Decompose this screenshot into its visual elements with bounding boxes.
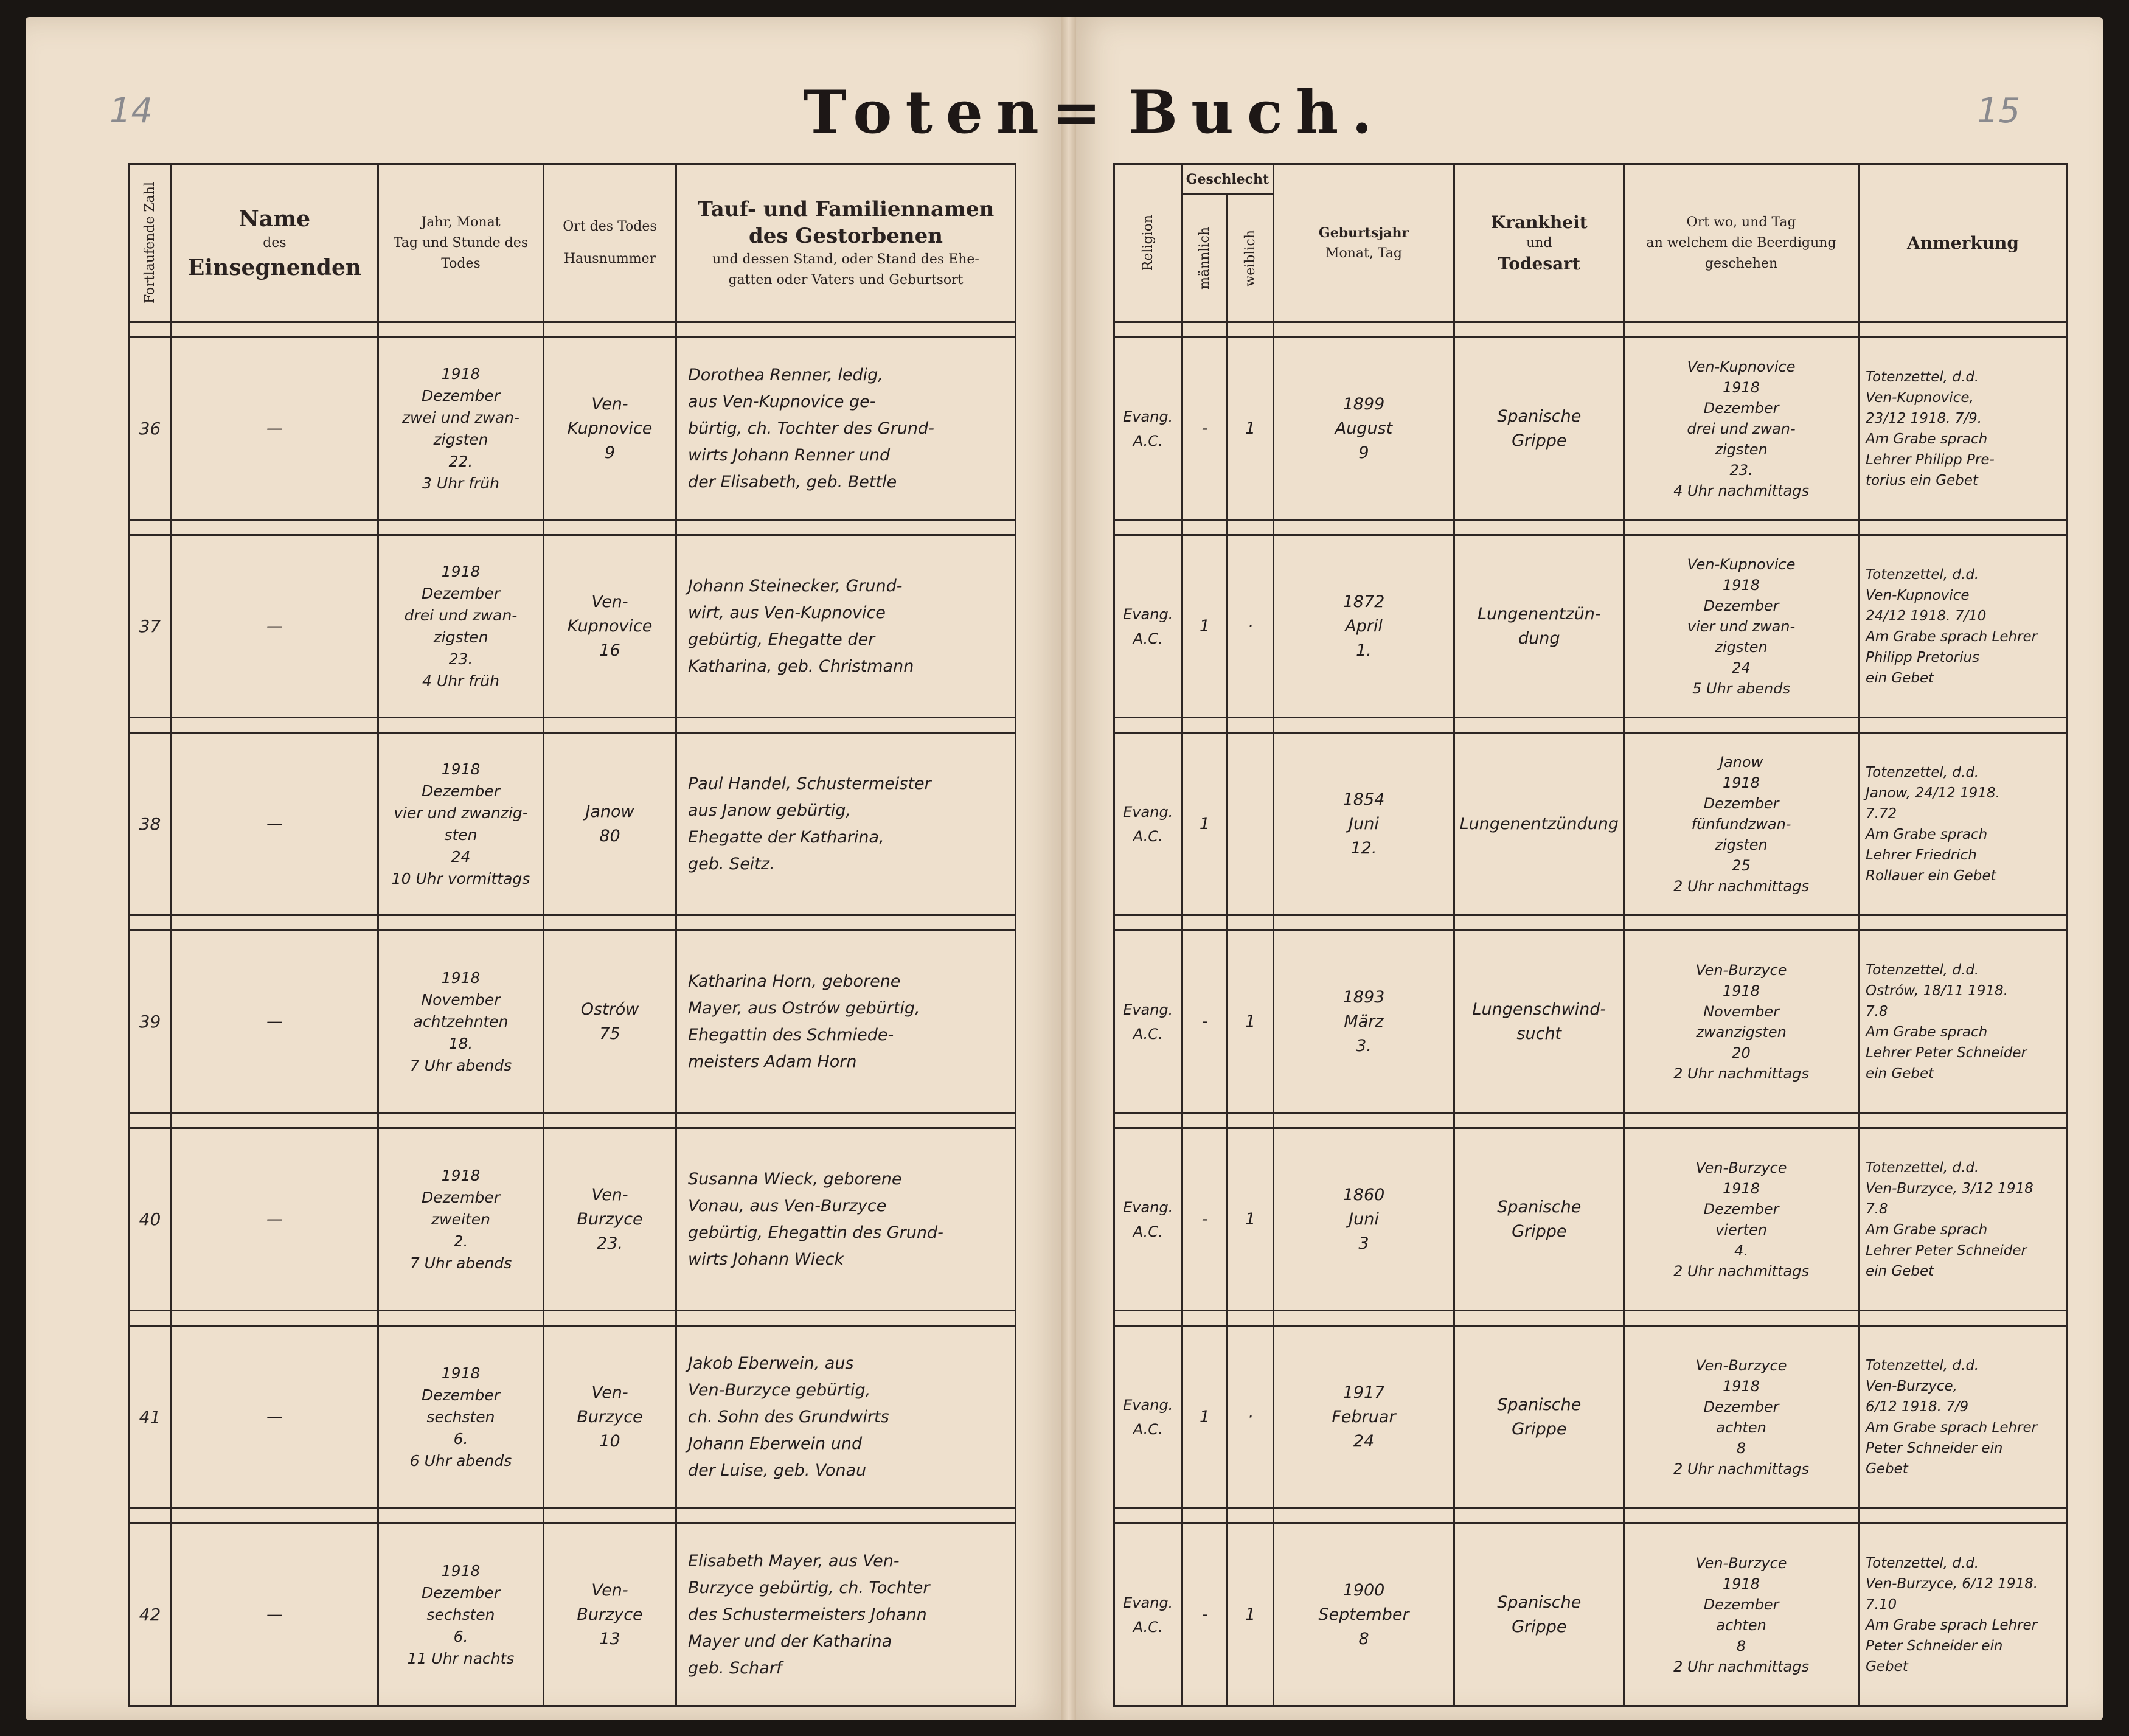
geburt-cell: 1917 Februar 24 (1273, 1326, 1454, 1509)
gestorbener-cell: Paul Handel, Schustermeister aus Janow gebürtig, Ehegatte der Katharina, geb. Seitz. (676, 733, 1016, 915)
weiblich-cell: · (1228, 1326, 1273, 1509)
anmerkung-cell: Totenzettel, d.d. Ven-Burzyce, 6/12 1918. 7.10 Am Grabe sprach Lehrer Peter Schneider ein Gebet (1858, 1524, 2067, 1706)
page-number-right: 15 (1977, 91, 2021, 131)
left-register-table (128, 163, 1016, 1707)
religion-cell: Evang. A.C. (1114, 733, 1182, 915)
todeszeit-cell: 1918 Dezember zwei und zwan- zigsten 22. 3 Uhr früh (378, 338, 544, 520)
anmerkung-cell: Totenzettel, d.d. Ven-Burzyce, 3/12 1918 7.8 Am Grabe sprach Lehrer Peter Schneider ein Gebet (1858, 1128, 2067, 1311)
row-separator (129, 718, 1016, 733)
ort-cell: Ven- Burzyce 23. (544, 1128, 676, 1311)
weiblich-cell (1228, 733, 1273, 915)
todeszeit-cell: 1918 November achtzehnten 18. 7 Uhr abends (378, 931, 544, 1113)
maennlich-cell: 1 (1182, 535, 1228, 718)
gestorbener-cell: Susanna Wieck, geborene Vonau, aus Ven-Burzyce gebürtig, Ehegattin des Grund- wirts Johann Wieck (676, 1128, 1016, 1311)
entry-number: 38 (129, 733, 172, 915)
row-separator (1114, 1509, 2068, 1524)
gestorbener-cell: Dorothea Renner, ledig, aus Ven-Kupnovice ge- bürtig, ch. Tochter des Grund- wirts Johann Renner und der Elisabeth, geb. Bettle (676, 338, 1016, 520)
header-geschlecht: Geschlecht (1182, 164, 1273, 195)
beerdigung-cell: Ven-Burzyce 1918 Dezember achten 8 2 Uhr nachmittags (1624, 1326, 1859, 1509)
krankheit-cell: Spanische Grippe (1454, 1524, 1624, 1706)
weiblich-cell: 1 (1228, 931, 1273, 1113)
header-religion: Religion (1114, 164, 1182, 322)
register-row-left (129, 733, 1016, 915)
row-separator (129, 1113, 1016, 1128)
title-left: Toten= (803, 78, 1115, 147)
entry-number: 39 (129, 931, 172, 1113)
header-geburtsjahr: Geburtsjahr Monat, Tag (1273, 164, 1454, 322)
header-fortlaufende-zahl: Fortlaufende Zahl (129, 164, 172, 322)
anmerkung-cell: Totenzettel, d.d. Ven-Kupnovice 24/12 1918. 7/10 Am Grabe sprach Lehrer Philipp Pretorius ein Gebet (1858, 535, 2067, 718)
header-anmerkung: Anmerkung (1858, 164, 2067, 322)
ort-cell: Ven- Kupnovice 16 (544, 535, 676, 718)
krankheit-cell: Spanische Grippe (1454, 1128, 1624, 1311)
einsegnender-cell: — (172, 1524, 378, 1706)
register-row-left (129, 1128, 1016, 1311)
register-row-left (129, 1524, 1016, 1706)
todeszeit-cell: 1918 Dezember zweiten 2. 7 Uhr abends (378, 1128, 544, 1311)
geburt-cell: 1899 August 9 (1273, 338, 1454, 520)
maennlich-cell: 1 (1182, 1326, 1228, 1509)
beerdigung-cell: Ven-Kupnovice 1918 Dezember vier und zwan- zigsten 24 5 Uhr abends (1624, 535, 1859, 718)
beerdigung-cell: Ven-Burzyce 1918 Dezember vierten 4. 2 Uhr nachmittags (1624, 1128, 1859, 1311)
row-separator (129, 322, 1016, 338)
todeszeit-cell: 1918 Dezember sechsten 6. 6 Uhr abends (378, 1326, 544, 1509)
header-ort: Ort des Todes Hausnummer (544, 164, 676, 322)
gestorbener-cell: Elisabeth Mayer, aus Ven- Burzyce gebürtig, ch. Tochter des Schustermeisters Johann Mayer und der Katharina geb. Scharf (676, 1524, 1016, 1706)
right-register-table (1113, 163, 2068, 1707)
religion-cell: Evang. A.C. (1114, 1128, 1182, 1311)
geburt-cell: 1900 September 8 (1273, 1524, 1454, 1706)
ort-cell: Ostrów 75 (544, 931, 676, 1113)
ort-cell: Ven- Burzyce 10 (544, 1326, 676, 1509)
maennlich-cell: - (1182, 338, 1228, 520)
krankheit-cell: Lungenschwind- sucht (1454, 931, 1624, 1113)
anmerkung-cell: Totenzettel, d.d. Janow, 24/12 1918. 7.72 Am Grabe sprach Lehrer Friedrich Rollauer ein Gebet (1858, 733, 2067, 915)
ort-cell: Janow 80 (544, 733, 676, 915)
todeszeit-cell: 1918 Dezember vier und zwanzig- sten 24 10 Uhr vormittags (378, 733, 544, 915)
religion-cell: Evang. A.C. (1114, 1326, 1182, 1509)
register-row-right (1114, 1128, 2068, 1311)
row-separator (1114, 322, 2068, 338)
anmerkung-cell: Totenzettel, d.d. Ven-Burzyce, 6/12 1918. 7/9 Am Grabe sprach Lehrer Peter Schneider ein Gebet (1858, 1326, 2067, 1509)
krankheit-cell: Spanische Grippe (1454, 1326, 1624, 1509)
register-row-right (1114, 1524, 2068, 1706)
einsegnender-cell: — (172, 1326, 378, 1509)
anmerkung-cell: Totenzettel, d.d. Ven-Kupnovice, 23/12 1918. 7/9. Am Grabe sprach Lehrer Philipp Pre- torius ein Gebet (1858, 338, 2067, 520)
gestorbener-cell: Jakob Eberwein, aus Ven-Burzyce gebürtig, ch. Sohn des Grundwirts Johann Eberwein und der Luise, geb. Vonau (676, 1326, 1016, 1509)
row-separator (1114, 718, 2068, 733)
geburt-cell: 1893 März 3. (1273, 931, 1454, 1113)
header-maennlich: männlich (1182, 195, 1228, 322)
entry-number: 36 (129, 338, 172, 520)
krankheit-cell: Lungenentzün- dung (1454, 535, 1624, 718)
header-name: Name des Einsegnenden (172, 164, 378, 322)
weiblich-cell: 1 (1228, 1128, 1273, 1311)
row-separator (1114, 1113, 2068, 1128)
einsegnender-cell: — (172, 338, 378, 520)
row-separator (129, 1311, 1016, 1326)
row-separator (1114, 1311, 2068, 1326)
weiblich-cell: 1 (1228, 338, 1273, 520)
ort-cell: Ven- Kupnovice 9 (544, 338, 676, 520)
register-row-right (1114, 733, 2068, 915)
row-separator (1114, 520, 2068, 535)
page-number-left: 14 (109, 91, 153, 131)
header-weiblich: weiblich (1228, 195, 1273, 322)
beerdigung-cell: Ven-Burzyce 1918 November zwanzigsten 20 2 Uhr nachmittags (1624, 931, 1859, 1113)
register-row-right (1114, 931, 2068, 1113)
religion-cell: Evang. A.C. (1114, 931, 1182, 1113)
beerdigung-cell: Ven-Burzyce 1918 Dezember achten 8 2 Uhr nachmittags (1624, 1524, 1859, 1706)
todeszeit-cell: 1918 Dezember drei und zwan- zigsten 23. 4 Uhr früh (378, 535, 544, 718)
book-spine (1061, 17, 1076, 1720)
entry-number: 42 (129, 1524, 172, 1706)
anmerkung-cell: Totenzettel, d.d. Ostrów, 18/11 1918. 7.8 Am Grabe sprach Lehrer Peter Schneider ein Gebet (1858, 931, 2067, 1113)
beerdigung-cell: Ven-Kupnovice 1918 Dezember drei und zwan- zigsten 23. 4 Uhr nachmittags (1624, 338, 1859, 520)
row-separator (129, 1509, 1016, 1524)
register-row-right (1114, 338, 2068, 520)
todeszeit-cell: 1918 Dezember sechsten 6. 11 Uhr nachts (378, 1524, 544, 1706)
header-todeszeit: Jahr, Monat Tag und Stunde des Todes (378, 164, 544, 322)
religion-cell: Evang. A.C. (1114, 1524, 1182, 1706)
header-krankheit: Krankheit und Todesart (1454, 164, 1624, 322)
row-separator (1114, 915, 2068, 931)
entry-number: 41 (129, 1326, 172, 1509)
geburt-cell: 1872 April 1. (1273, 535, 1454, 718)
einsegnender-cell: — (172, 1128, 378, 1311)
beerdigung-cell: Janow 1918 Dezember fünfundzwan- zigsten 25 2 Uhr nachmittags (1624, 733, 1859, 915)
ort-cell: Ven- Burzyce 13 (544, 1524, 676, 1706)
gestorbener-cell: Johann Steinecker, Grund- wirt, aus Ven-Kupnovice gebürtig, Ehegatte der Katharina, geb. Christmann (676, 535, 1016, 718)
religion-cell: Evang. A.C. (1114, 338, 1182, 520)
geburt-cell: 1854 Juni 12. (1273, 733, 1454, 915)
geburt-cell: 1860 Juni 3 (1273, 1128, 1454, 1311)
einsegnender-cell: — (172, 733, 378, 915)
einsegnender-cell: — (172, 931, 378, 1113)
register-row-right (1114, 1326, 2068, 1509)
header-tauf-familiennamen: Tauf- und Familiennamen des Gestorbenen und dessen Stand, oder Stand des Ehe- gatten oder Vaters und Geburtsort (676, 164, 1016, 322)
entry-number: 37 (129, 535, 172, 718)
krankheit-cell: Lungenentzündung (1454, 733, 1624, 915)
religion-cell: Evang. A.C. (1114, 535, 1182, 718)
maennlich-cell: 1 (1182, 733, 1228, 915)
title-right: Buch. (1128, 78, 1386, 147)
header-beerdigung: Ort wo, und Tag an welchem die Beerdigung geschehen (1624, 164, 1859, 322)
krankheit-cell: Spanische Grippe (1454, 338, 1624, 520)
gestorbener-cell: Katharina Horn, geborene Mayer, aus Ostrów gebürtig, Ehegattin des Schmiede- meisters Adam Horn (676, 931, 1016, 1113)
einsegnender-cell: — (172, 535, 378, 718)
register-row-left (129, 931, 1016, 1113)
register-row-left (129, 338, 1016, 520)
weiblich-cell: · (1228, 535, 1273, 718)
maennlich-cell: - (1182, 931, 1228, 1113)
weiblich-cell: 1 (1228, 1524, 1273, 1706)
register-row-right (1114, 535, 2068, 718)
maennlich-cell: - (1182, 1128, 1228, 1311)
row-separator (129, 915, 1016, 931)
register-row-left (129, 1326, 1016, 1509)
maennlich-cell: - (1182, 1524, 1228, 1706)
row-separator (129, 520, 1016, 535)
entry-number: 40 (129, 1128, 172, 1311)
register-row-left (129, 535, 1016, 718)
